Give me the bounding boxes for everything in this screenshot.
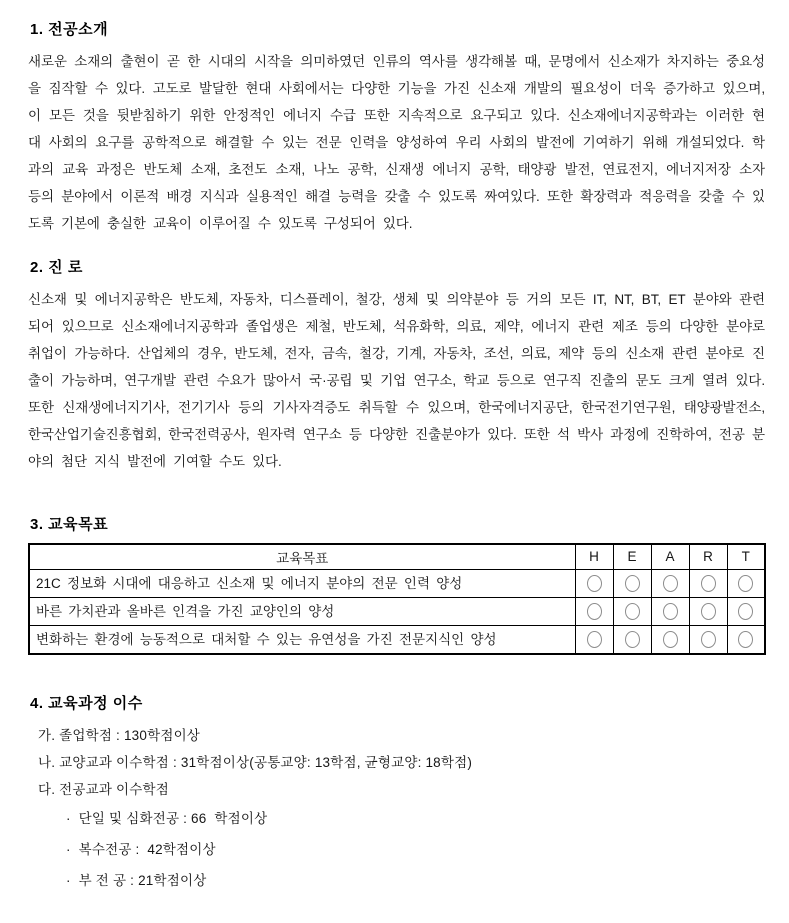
- column-header-a: A: [651, 544, 689, 569]
- goal-text: 21C 정보화 시대에 대응하고 신소재 및 에너지 분야의 전문 인력 양성: [29, 569, 575, 597]
- column-header-h: H: [575, 544, 613, 569]
- mark-cell: [651, 569, 689, 597]
- circle-mark-icon: [625, 603, 640, 620]
- circle-mark-icon: [587, 631, 602, 648]
- section4-heading: 4. 교육과정 이수: [30, 694, 143, 712]
- mark-cell: [689, 597, 727, 625]
- mark-cell: [575, 625, 613, 654]
- goal-text: 바른 가치관과 올바른 인격을 가진 교양인의 양성: [29, 597, 575, 625]
- list-item: 다. 전공교과 이수학점: [38, 781, 170, 797]
- section2-heading: 2. 진 로: [30, 259, 83, 276]
- circle-mark-icon: [663, 631, 678, 648]
- circle-mark-icon: [587, 603, 602, 620]
- circle-mark-icon: [663, 575, 678, 592]
- section3-heading: 3. 교육목표: [30, 516, 109, 533]
- section2-body: 신소재 및 에너지공학은 반도체, 자동차, 디스플레이, 철강, 생체 및 의약분야 등 거의 모든 IT, NT, BT, ET 분야와 관련되어 있으므로 신소재에너지공학과 졸업생은 제철, 반도체, 석유화학, 의료, 제약, 에너지 관련 제조 등의 다양한 분야로 취업이 가능하다. 산업체의 경우, 반도체, 전자, 금속, 철강, 기계, 자동차, 조선, 의료, 제약 등의 신소재 관련 분야로 진출이 가능하며, 연구개발 관련 수요가 많아서 국·공립 및 기업 연구소, 학교 등으로 연구직 진출의 문도 크게 열려 있다. 또한 신재생에너지기사, 전기기사 등의 기사자격증도 취득할 수 있으며, 한국에너지공단, 한국전기연구원, 태양광발전소, 한국산업기술진흥협회, 한국전력공사, 원자력 연구소 등 다양한 진출분야가 있다. 또한 석 박사 과정에 진학하여, 전공 분야의 첨단 지식 발전에 기여할 수도 있다.: [28, 292, 765, 469]
- column-header-t: T: [727, 544, 765, 569]
- list-subitem: · 복수전공 : 42학점이상: [66, 841, 216, 857]
- list-item: 가. 졸업학점 : 130학점이상: [38, 727, 201, 743]
- circle-mark-icon: [701, 603, 716, 620]
- circle-mark-icon: [738, 631, 753, 648]
- list-subitem: · 단일 및 심화전공 : 66 학점이상: [66, 810, 268, 826]
- course-requirements-list: [28, 722, 765, 896]
- table-row: [29, 625, 765, 654]
- section1-heading: 1. 전공소개: [30, 21, 109, 38]
- table-row: [29, 597, 765, 625]
- education-goals-table: [28, 543, 766, 655]
- circle-mark-icon: [701, 631, 716, 648]
- mark-cell: [651, 625, 689, 654]
- mark-cell: [689, 569, 727, 597]
- circle-mark-icon: [587, 575, 602, 592]
- mark-cell: [727, 597, 765, 625]
- mark-cell: [613, 597, 651, 625]
- mark-cell: [575, 569, 613, 597]
- table-header-row: [29, 544, 765, 569]
- circle-mark-icon: [663, 603, 678, 620]
- mark-cell: [727, 569, 765, 597]
- mark-cell: [575, 597, 613, 625]
- goal-text: 변화하는 환경에 능동적으로 대처할 수 있는 유연성을 가진 전문지식인 양성: [29, 625, 575, 654]
- circle-mark-icon: [701, 575, 716, 592]
- section1-body: 새로운 소재의 출현이 곧 한 시대의 시작을 의미하였던 인류의 역사를 생각해볼 때, 문명에서 신소재가 차지하는 중요성을 짐작할 수 있다. 고도로 발달한 현대 사회에서는 다양한 기능을 가진 신소재 개발의 필요성이 더욱 증가하고 있으며, 이 모든 것을 뒷받침하기 위한 안정적인 에너지 수급 또한 지속적으로 요구되고 있다. 신소재에너지공학과는 이러한 현대 사회의 요구를 공학적으로 해결할 수 있는 전문 인력을 양성하여 우리 사회의 발전에 기여하기 위해 개설되었다. 학과의 교육 과정은 반도체 소재, 초전도 소재, 나노 공학, 신재생 에너지 공학, 태양광 발전, 연료전지, 에너지저장 소자 등의 분야에서 이론적 배경 지식과 실용적인 해결 능력을 갖출 수 있도록 짜여있다. 또한 확장력과 적응력을 갖출 수 있도록 기본에 충실한 교육이 이루어질 수 있도록 구성되어 있다.: [28, 54, 765, 231]
- mark-cell: [613, 625, 651, 654]
- column-header-e: E: [613, 544, 651, 569]
- mark-cell: [613, 569, 651, 597]
- table-row: [29, 569, 765, 597]
- column-header-r: R: [689, 544, 727, 569]
- mark-cell: [651, 597, 689, 625]
- mark-cell: [689, 625, 727, 654]
- list-subitem: · 부 전 공 : 21학점이상: [66, 872, 207, 888]
- circle-mark-icon: [738, 603, 753, 620]
- mark-cell: [727, 625, 765, 654]
- goals-column-header: 교육목표: [29, 544, 575, 569]
- circle-mark-icon: [738, 575, 753, 592]
- circle-mark-icon: [625, 575, 640, 592]
- list-item: 나. 교양교과 이수학점 : 31학점이상(공통교양: 13학점, 균형교양: 18학점): [38, 754, 473, 770]
- circle-mark-icon: [625, 631, 640, 648]
